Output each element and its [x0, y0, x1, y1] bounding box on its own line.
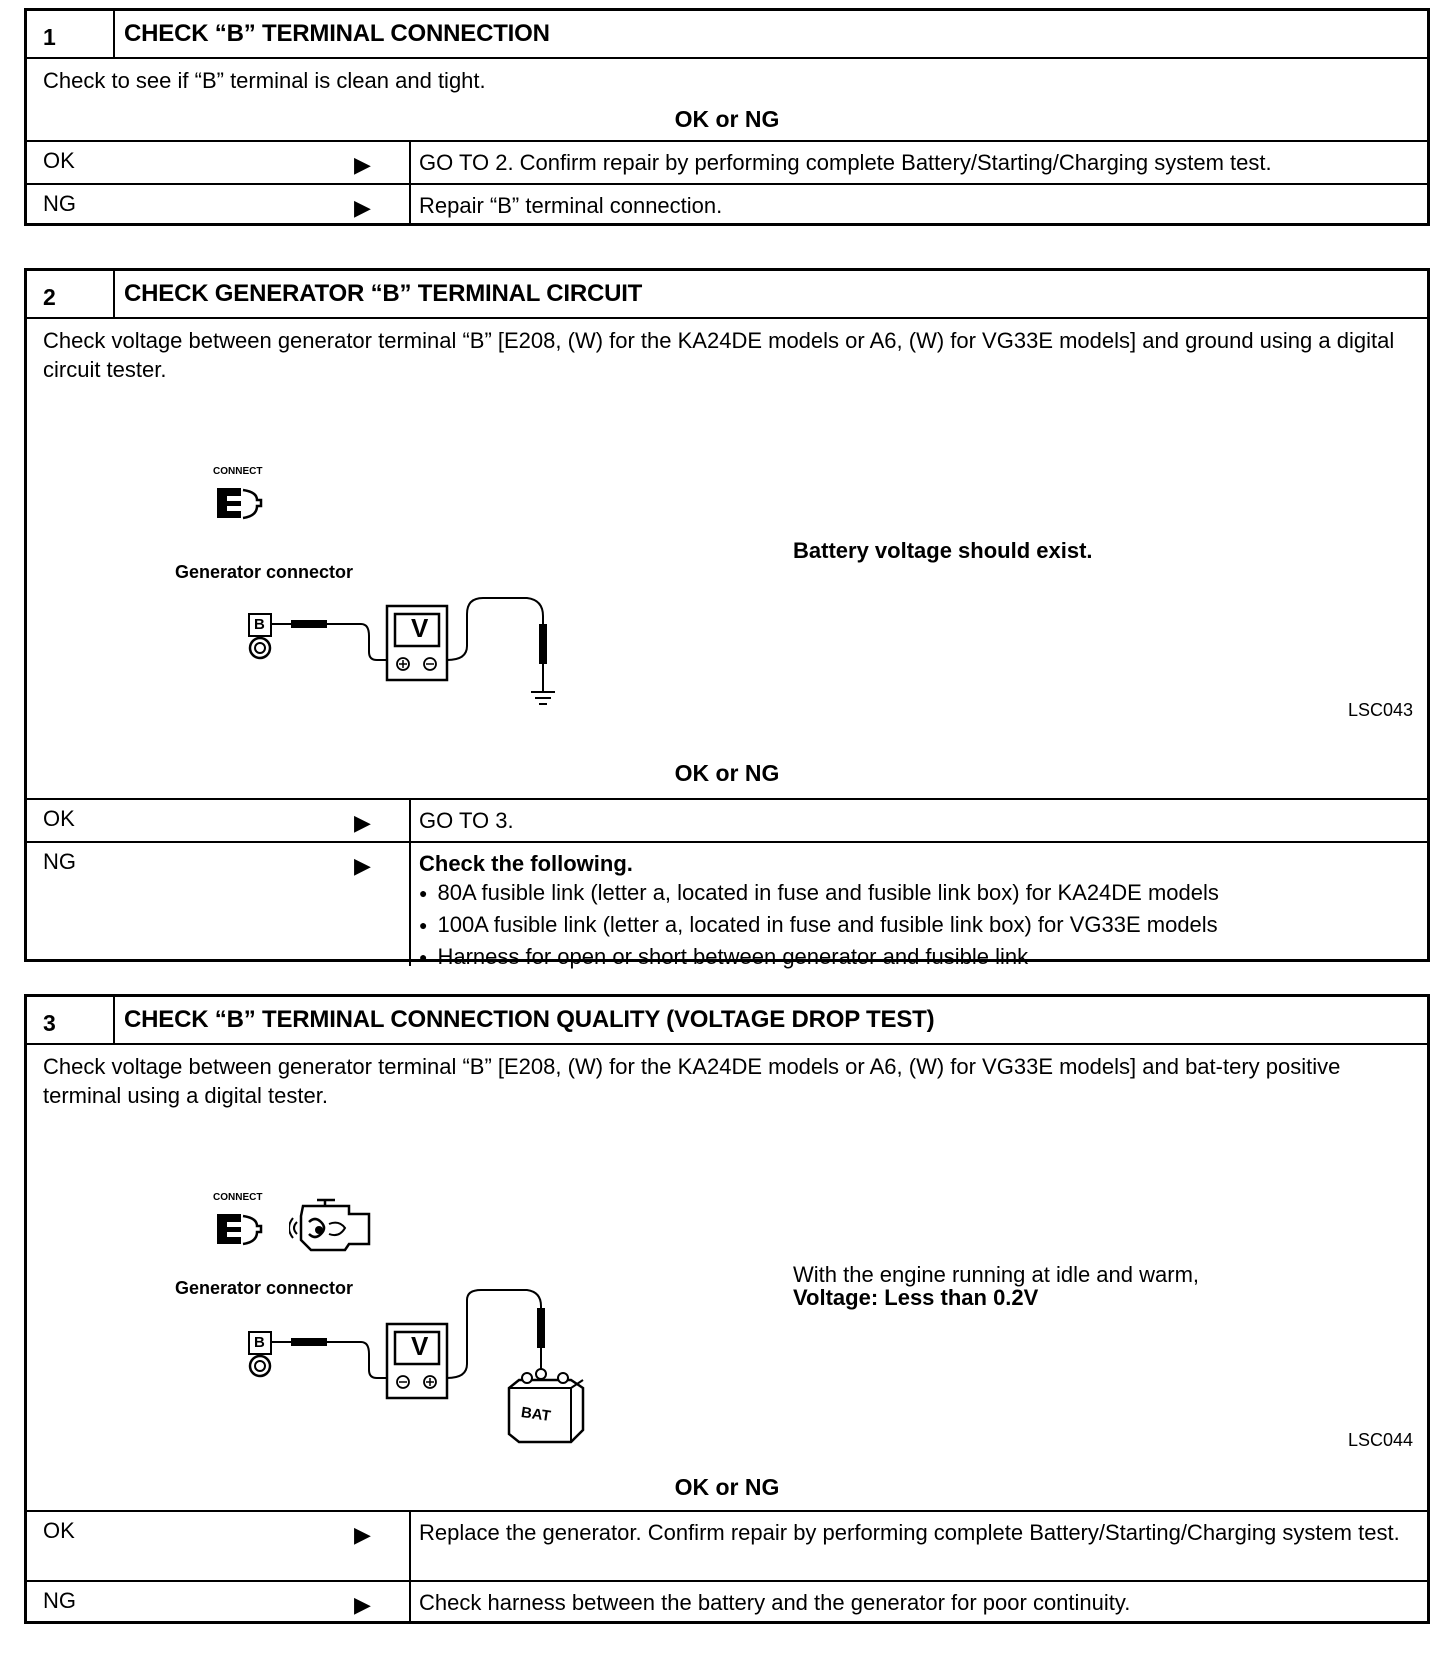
- ng-checklist: [419, 878, 1417, 974]
- connect-icon: [211, 480, 271, 526]
- result-line-1: With the engine running at idle and warm,: [793, 1262, 1200, 1287]
- ok-row: [27, 1510, 1427, 1580]
- step-number: 3: [27, 997, 115, 1043]
- ok-row: [27, 798, 1427, 841]
- step-2-block: [24, 268, 1430, 969]
- step-title: CHECK “B” TERMINAL CONNECTION: [124, 20, 550, 47]
- terminal-b-label: B: [254, 1334, 265, 1351]
- ng-label: NG: [43, 191, 76, 216]
- step-description: Check voltage between generator terminal “B” [E208, (W) for the KA24DE models or A6, (W) for VG33E models] and bat-tery positive terminal using a digital tester.: [43, 1054, 1341, 1108]
- step-number: 1: [27, 11, 115, 57]
- result-line-2: Voltage: Less than 0.2V: [793, 1285, 1039, 1310]
- ok-action: GO TO 2. Confirm repair by performing complete Battery/Starting/Charging system test.: [419, 150, 1272, 175]
- result-text: Battery voltage should exist.: [793, 538, 1093, 563]
- arrow-right-icon: ▶: [354, 1522, 371, 1547]
- figure-id: LSC044: [1347, 1430, 1413, 1450]
- generator-connector-label: Generator connector: [175, 1278, 354, 1298]
- step-header: [27, 11, 1427, 59]
- engine-running-icon: [289, 1194, 381, 1254]
- ng-row: [27, 1580, 1427, 1623]
- figure-id: LSC043: [1347, 700, 1413, 720]
- ng-action: Check harness between the battery and the generator for poor continuity.: [419, 1590, 1131, 1615]
- ok-action: Replace the generator. Confirm repair by performing complete Battery/Starting/Charging system test.: [419, 1520, 1400, 1545]
- connect-label: CONNECT: [213, 466, 263, 477]
- step-title: CHECK GENERATOR “B” TERMINAL CIRCUIT: [124, 280, 643, 307]
- voltmeter-v-label: V: [411, 613, 429, 643]
- ok-label: OK: [43, 806, 75, 831]
- step-1-block: [24, 8, 1430, 226]
- list-item: ● Harness for open or short between generator and fusible link: [419, 942, 1417, 974]
- ok-or-ng-label: OK or NG: [674, 760, 780, 786]
- ng-heading: Check the following.: [419, 851, 633, 876]
- ng-row: [27, 183, 1427, 226]
- arrow-right-icon: ▶: [354, 853, 371, 878]
- ok-or-ng-label: OK or NG: [674, 1474, 780, 1500]
- step-header: [27, 271, 1427, 319]
- step-description: Check to see if “B” terminal is clean and tight.: [43, 68, 486, 93]
- arrow-right-icon: ▶: [354, 195, 371, 220]
- ng-action: Repair “B” terminal connection.: [419, 193, 723, 218]
- terminal-b-label: B: [254, 616, 265, 633]
- ok-label: OK: [43, 1518, 75, 1543]
- ng-label: NG: [43, 849, 76, 874]
- ok-or-ng-label: OK or NG: [674, 106, 780, 132]
- ok-action: GO TO 3.: [419, 808, 514, 833]
- test-figure: [27, 1112, 1427, 1474]
- connect-icon: [211, 1206, 271, 1252]
- step-title: CHECK “B” TERMINAL CONNECTION QUALITY (VOLTAGE DROP TEST): [124, 1006, 935, 1033]
- list-item: ● 80A fusible link (letter a, located in fuse and fusible link box) for KA24DE models: [419, 878, 1417, 910]
- arrow-right-icon: ▶: [354, 1592, 371, 1617]
- list-item: ● 100A fusible link (letter a, located in fuse and fusible link box) for VG33E models: [419, 910, 1417, 942]
- ok-row: [27, 140, 1427, 183]
- test-figure: [27, 386, 1427, 766]
- ng-row: [27, 841, 1427, 969]
- voltmeter-v-label: V: [411, 1331, 429, 1361]
- step-header: [27, 997, 1427, 1045]
- battery-label: BAT: [519, 1404, 552, 1425]
- circuit-diagram: [227, 1288, 627, 1478]
- ng-label: NG: [43, 1588, 76, 1613]
- ng-action: [411, 843, 1427, 969]
- ok-label: OK: [43, 148, 75, 173]
- arrow-right-icon: ▶: [354, 152, 371, 177]
- generator-connector-label: Generator connector: [175, 562, 354, 582]
- step-3-block: [24, 994, 1430, 1624]
- arrow-right-icon: ▶: [354, 810, 371, 835]
- connect-label: CONNECT: [213, 1192, 263, 1203]
- step-number: 2: [27, 271, 115, 317]
- step-description: Check voltage between generator terminal “B” [E208, (W) for the KA24DE models or A6, (W) for VG33E models] and ground using a digital circuit tester.: [43, 328, 1395, 382]
